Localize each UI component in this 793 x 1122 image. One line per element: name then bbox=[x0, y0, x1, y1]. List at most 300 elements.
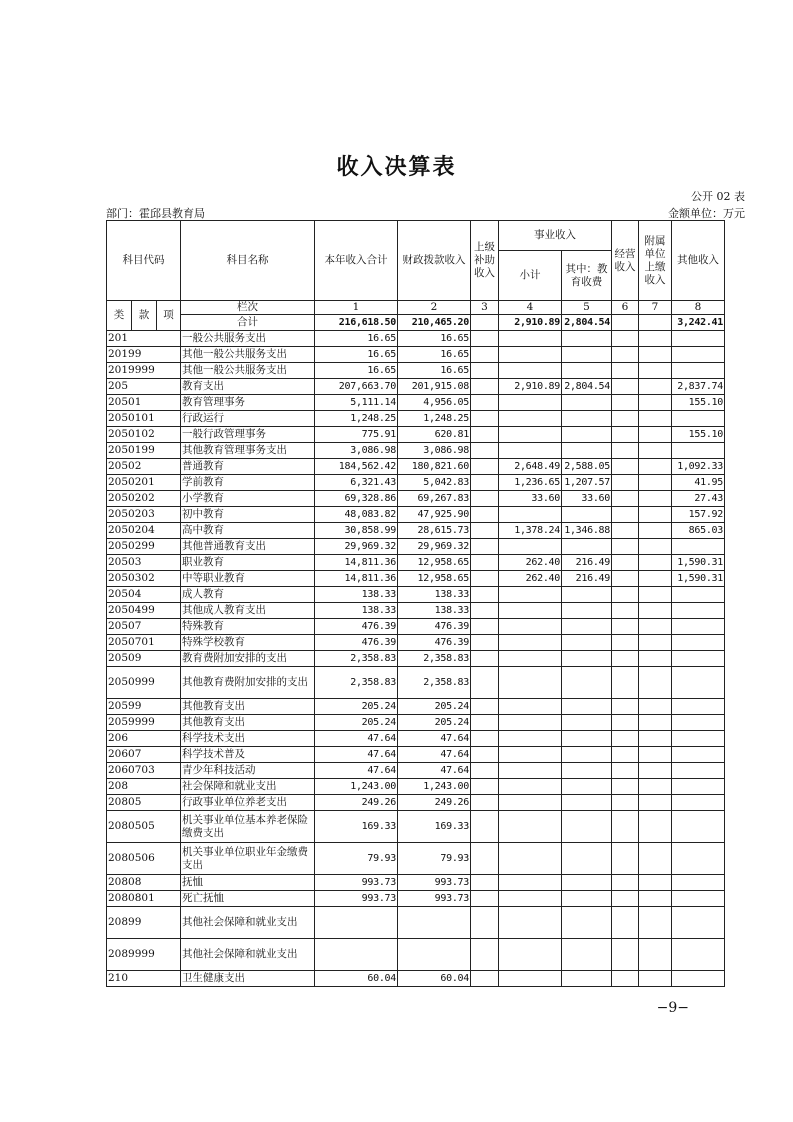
row-fiscal: 169.33 bbox=[398, 811, 471, 843]
row-subsidy bbox=[471, 379, 499, 395]
row-edu-fee bbox=[562, 667, 612, 699]
row-other: 27.43 bbox=[672, 491, 725, 507]
table-row bbox=[107, 731, 725, 747]
row-code: 2050999 bbox=[107, 667, 181, 699]
row-operating bbox=[612, 811, 639, 843]
row-other bbox=[672, 539, 725, 555]
row-total: 6,321.43 bbox=[315, 475, 398, 491]
row-operating bbox=[612, 555, 639, 571]
row-operating bbox=[612, 507, 639, 523]
table-row bbox=[107, 875, 725, 891]
row-subtotal bbox=[499, 939, 562, 971]
row-name: 抚恤 bbox=[181, 875, 315, 891]
row-other bbox=[672, 635, 725, 651]
row-other: 1,092.33 bbox=[672, 459, 725, 475]
row-edu-fee bbox=[562, 715, 612, 731]
row-total: 205.24 bbox=[315, 715, 398, 731]
form-number: 公开 02 表 bbox=[691, 190, 745, 203]
row-subsidy bbox=[471, 731, 499, 747]
row-affiliated bbox=[639, 907, 672, 939]
table-row bbox=[107, 459, 725, 475]
row-fiscal: 79.93 bbox=[398, 843, 471, 875]
table-row bbox=[107, 427, 725, 443]
row-subsidy bbox=[471, 715, 499, 731]
row-operating bbox=[612, 347, 639, 363]
row-code: 2089999 bbox=[107, 939, 181, 971]
row-total: 205.24 bbox=[315, 699, 398, 715]
col-index-2: 2 bbox=[398, 301, 471, 315]
row-other: 157.92 bbox=[672, 507, 725, 523]
row-affiliated bbox=[639, 875, 672, 891]
row-subsidy bbox=[471, 395, 499, 411]
row-subtotal bbox=[499, 875, 562, 891]
row-total: 1,243.00 bbox=[315, 779, 398, 795]
row-total: 2,358.83 bbox=[315, 667, 398, 699]
row-total: 169.33 bbox=[315, 811, 398, 843]
row-edu-fee bbox=[562, 875, 612, 891]
table-row bbox=[107, 891, 725, 907]
row-operating bbox=[612, 939, 639, 971]
row-code: 20503 bbox=[107, 555, 181, 571]
row-fiscal: 476.39 bbox=[398, 635, 471, 651]
row-total: 79.93 bbox=[315, 843, 398, 875]
row-name: 其他普通教育支出 bbox=[181, 539, 315, 555]
row-fiscal: 476.39 bbox=[398, 619, 471, 635]
row-name: 教育管理事务 bbox=[181, 395, 315, 411]
row-fiscal: 1,248.25 bbox=[398, 411, 471, 427]
row-affiliated bbox=[639, 379, 672, 395]
row-operating bbox=[612, 619, 639, 635]
row-subtotal bbox=[499, 619, 562, 635]
row-subtotal: 33.60 bbox=[499, 491, 562, 507]
row-total: 138.33 bbox=[315, 603, 398, 619]
row-operating bbox=[612, 875, 639, 891]
row-total: 29,969.32 bbox=[315, 539, 398, 555]
row-edu-fee bbox=[562, 331, 612, 347]
row-total: 14,811.36 bbox=[315, 571, 398, 587]
row-fiscal: 138.33 bbox=[398, 587, 471, 603]
row-other: 865.03 bbox=[672, 523, 725, 539]
row-name: 教育支出 bbox=[181, 379, 315, 395]
row-edu-fee bbox=[562, 619, 612, 635]
row-name: 科学技术普及 bbox=[181, 747, 315, 763]
table-row bbox=[107, 779, 725, 795]
row-affiliated bbox=[639, 603, 672, 619]
row-edu-fee bbox=[562, 795, 612, 811]
table-row bbox=[107, 443, 725, 459]
header-lei: 类 bbox=[107, 301, 132, 331]
row-edu-fee bbox=[562, 763, 612, 779]
row-other bbox=[672, 651, 725, 667]
row-fiscal: 993.73 bbox=[398, 875, 471, 891]
table-row bbox=[107, 667, 725, 699]
row-name: 一般公共服务支出 bbox=[181, 331, 315, 347]
row-other bbox=[672, 715, 725, 731]
row-fiscal: 47,925.90 bbox=[398, 507, 471, 523]
row-affiliated bbox=[639, 539, 672, 555]
row-affiliated bbox=[639, 427, 672, 443]
row-fiscal: 16.65 bbox=[398, 363, 471, 379]
row-fiscal: 138.33 bbox=[398, 603, 471, 619]
total-row-other: 3,242.41 bbox=[672, 315, 725, 331]
row-affiliated bbox=[639, 715, 672, 731]
row-fiscal: 2,358.83 bbox=[398, 667, 471, 699]
row-affiliated bbox=[639, 747, 672, 763]
row-fiscal bbox=[398, 939, 471, 971]
row-other bbox=[672, 363, 725, 379]
row-edu-fee bbox=[562, 971, 612, 987]
row-code: 20899 bbox=[107, 907, 181, 939]
row-operating bbox=[612, 571, 639, 587]
row-affiliated bbox=[639, 523, 672, 539]
row-name: 其他社会保障和就业支出 bbox=[181, 907, 315, 939]
table-row bbox=[107, 715, 725, 731]
row-name: 青少年科技活动 bbox=[181, 763, 315, 779]
row-fiscal: 993.73 bbox=[398, 891, 471, 907]
row-subsidy bbox=[471, 555, 499, 571]
row-subtotal: 2,648.49 bbox=[499, 459, 562, 475]
table-row bbox=[107, 795, 725, 811]
page-title: 收入决算表 bbox=[336, 154, 457, 180]
row-subsidy bbox=[471, 667, 499, 699]
row-operating bbox=[612, 699, 639, 715]
row-edu-fee: 2,588.05 bbox=[562, 459, 612, 475]
row-subsidy bbox=[471, 795, 499, 811]
row-operating bbox=[612, 907, 639, 939]
row-subtotal bbox=[499, 411, 562, 427]
row-subtotal: 262.40 bbox=[499, 555, 562, 571]
row-subsidy bbox=[471, 427, 499, 443]
page-number: −9− bbox=[656, 1000, 689, 1016]
row-total bbox=[315, 939, 398, 971]
row-other bbox=[672, 331, 725, 347]
row-operating bbox=[612, 747, 639, 763]
row-subtotal: 1,378.24 bbox=[499, 523, 562, 539]
row-code: 208 bbox=[107, 779, 181, 795]
row-fiscal: 5,042.83 bbox=[398, 475, 471, 491]
row-subsidy bbox=[471, 523, 499, 539]
row-subtotal bbox=[499, 971, 562, 987]
row-edu-fee bbox=[562, 395, 612, 411]
income-table bbox=[106, 220, 725, 987]
row-edu-fee bbox=[562, 363, 612, 379]
row-subsidy bbox=[471, 875, 499, 891]
row-total: 48,083.82 bbox=[315, 507, 398, 523]
row-name: 特殊教育 bbox=[181, 619, 315, 635]
row-name: 其他教育支出 bbox=[181, 699, 315, 715]
row-fiscal: 12,958.65 bbox=[398, 555, 471, 571]
row-operating bbox=[612, 539, 639, 555]
row-name: 其他教育支出 bbox=[181, 715, 315, 731]
row-affiliated bbox=[639, 795, 672, 811]
row-affiliated bbox=[639, 779, 672, 795]
row-affiliated bbox=[639, 571, 672, 587]
row-subtotal bbox=[499, 795, 562, 811]
row-operating bbox=[612, 587, 639, 603]
row-subsidy bbox=[471, 443, 499, 459]
row-operating bbox=[612, 491, 639, 507]
row-edu-fee bbox=[562, 939, 612, 971]
row-subtotal bbox=[499, 587, 562, 603]
row-fiscal: 201,915.08 bbox=[398, 379, 471, 395]
row-code: 20607 bbox=[107, 747, 181, 763]
total-row-affiliated bbox=[639, 315, 672, 331]
row-fiscal: 29,969.32 bbox=[398, 539, 471, 555]
row-subtotal: 1,236.65 bbox=[499, 475, 562, 491]
row-code: 2080801 bbox=[107, 891, 181, 907]
table-row bbox=[107, 411, 725, 427]
row-other bbox=[672, 843, 725, 875]
row-operating bbox=[612, 667, 639, 699]
row-code: 2050199 bbox=[107, 443, 181, 459]
row-fiscal: 16.65 bbox=[398, 331, 471, 347]
row-operating bbox=[612, 459, 639, 475]
table-row bbox=[107, 763, 725, 779]
row-operating bbox=[612, 443, 639, 459]
row-code: 2050202 bbox=[107, 491, 181, 507]
department-label: 部门：霍邱县教育局 bbox=[106, 207, 205, 220]
row-name: 社会保障和就业支出 bbox=[181, 779, 315, 795]
row-operating bbox=[612, 843, 639, 875]
row-name: 教育费附加安排的支出 bbox=[181, 651, 315, 667]
row-edu-fee: 2,804.54 bbox=[562, 379, 612, 395]
row-other bbox=[672, 891, 725, 907]
row-affiliated bbox=[639, 971, 672, 987]
row-code: 20502 bbox=[107, 459, 181, 475]
row-name: 特殊学校教育 bbox=[181, 635, 315, 651]
table-row bbox=[107, 939, 725, 971]
row-name: 其他社会保障和就业支出 bbox=[181, 939, 315, 971]
row-total bbox=[315, 907, 398, 939]
table-row bbox=[107, 907, 725, 939]
row-affiliated bbox=[639, 763, 672, 779]
header-xiang: 项 bbox=[157, 301, 181, 331]
row-code: 20504 bbox=[107, 587, 181, 603]
row-edu-fee bbox=[562, 603, 612, 619]
row-edu-fee bbox=[562, 747, 612, 763]
row-name: 卫生健康支出 bbox=[181, 971, 315, 987]
row-subsidy bbox=[471, 587, 499, 603]
col-index-8: 8 bbox=[672, 301, 725, 315]
row-other bbox=[672, 875, 725, 891]
row-affiliated bbox=[639, 635, 672, 651]
row-total: 2,358.83 bbox=[315, 651, 398, 667]
row-code: 20599 bbox=[107, 699, 181, 715]
row-affiliated bbox=[639, 363, 672, 379]
row-subtotal bbox=[499, 635, 562, 651]
row-affiliated bbox=[639, 443, 672, 459]
row-fiscal: 4,956.05 bbox=[398, 395, 471, 411]
row-subsidy bbox=[471, 699, 499, 715]
row-code: 20805 bbox=[107, 795, 181, 811]
row-subsidy bbox=[471, 411, 499, 427]
row-subsidy bbox=[471, 571, 499, 587]
row-subsidy bbox=[471, 811, 499, 843]
row-edu-fee bbox=[562, 635, 612, 651]
header-operating: 经营收入 bbox=[612, 221, 639, 301]
header-business: 事业收入 bbox=[499, 221, 612, 251]
row-fiscal: 205.24 bbox=[398, 699, 471, 715]
row-name: 行政运行 bbox=[181, 411, 315, 427]
row-subsidy bbox=[471, 619, 499, 635]
header-lanci: 栏次 bbox=[181, 301, 315, 315]
row-total: 184,562.42 bbox=[315, 459, 398, 475]
row-subtotal bbox=[499, 363, 562, 379]
row-subsidy bbox=[471, 475, 499, 491]
row-edu-fee bbox=[562, 699, 612, 715]
row-subsidy bbox=[471, 747, 499, 763]
row-other bbox=[672, 347, 725, 363]
row-operating bbox=[612, 891, 639, 907]
header-subtotal: 小计 bbox=[499, 251, 562, 301]
row-code: 20808 bbox=[107, 875, 181, 891]
header-affiliated: 附属单位上缴收入 bbox=[639, 221, 672, 301]
total-row-label: 合计 bbox=[181, 315, 315, 331]
row-operating bbox=[612, 331, 639, 347]
row-affiliated bbox=[639, 811, 672, 843]
row-code: 2050201 bbox=[107, 475, 181, 491]
row-other: 1,590.31 bbox=[672, 571, 725, 587]
col-index-7: 7 bbox=[639, 301, 672, 315]
table-row bbox=[107, 699, 725, 715]
row-affiliated bbox=[639, 667, 672, 699]
row-other bbox=[672, 731, 725, 747]
unit-label: 金额单位：万元 bbox=[668, 207, 745, 220]
row-other bbox=[672, 443, 725, 459]
row-affiliated bbox=[639, 843, 672, 875]
row-total: 60.04 bbox=[315, 971, 398, 987]
table-row bbox=[107, 539, 725, 555]
row-code: 2080506 bbox=[107, 843, 181, 875]
row-name: 其他教育管理事务支出 bbox=[181, 443, 315, 459]
row-operating bbox=[612, 763, 639, 779]
total-row-total: 216,618.50 bbox=[315, 315, 398, 331]
row-subsidy bbox=[471, 779, 499, 795]
row-subsidy bbox=[471, 363, 499, 379]
row-code: 2050299 bbox=[107, 539, 181, 555]
table-row bbox=[107, 635, 725, 651]
row-affiliated bbox=[639, 395, 672, 411]
row-operating bbox=[612, 603, 639, 619]
row-subsidy bbox=[471, 459, 499, 475]
row-affiliated bbox=[639, 331, 672, 347]
row-other: 2,837.74 bbox=[672, 379, 725, 395]
row-operating bbox=[612, 715, 639, 731]
row-operating bbox=[612, 635, 639, 651]
row-total: 16.65 bbox=[315, 331, 398, 347]
row-code: 210 bbox=[107, 971, 181, 987]
row-subtotal bbox=[499, 667, 562, 699]
row-affiliated bbox=[639, 699, 672, 715]
row-other bbox=[672, 619, 725, 635]
row-fiscal: 2,358.83 bbox=[398, 651, 471, 667]
total-row-subtotal: 2,910.89 bbox=[499, 315, 562, 331]
table-row bbox=[107, 651, 725, 667]
col-index-6: 6 bbox=[612, 301, 639, 315]
row-operating bbox=[612, 779, 639, 795]
row-subtotal bbox=[499, 651, 562, 667]
row-subtotal bbox=[499, 731, 562, 747]
row-code: 20501 bbox=[107, 395, 181, 411]
row-total: 30,858.99 bbox=[315, 523, 398, 539]
row-subsidy bbox=[471, 331, 499, 347]
table-row bbox=[107, 395, 725, 411]
row-code: 2050101 bbox=[107, 411, 181, 427]
row-total: 47.64 bbox=[315, 763, 398, 779]
row-subsidy bbox=[471, 939, 499, 971]
row-fiscal: 60.04 bbox=[398, 971, 471, 987]
row-name: 机关事业单位基本养老保险缴费支出 bbox=[181, 811, 315, 843]
row-code: 201 bbox=[107, 331, 181, 347]
row-fiscal: 249.26 bbox=[398, 795, 471, 811]
row-total: 993.73 bbox=[315, 891, 398, 907]
row-operating bbox=[612, 971, 639, 987]
row-fiscal bbox=[398, 907, 471, 939]
row-edu-fee bbox=[562, 651, 612, 667]
row-other bbox=[672, 779, 725, 795]
row-subtotal bbox=[499, 779, 562, 795]
row-subtotal bbox=[499, 763, 562, 779]
row-name: 其他一般公共服务支出 bbox=[181, 363, 315, 379]
row-edu-fee bbox=[562, 891, 612, 907]
row-name: 职业教育 bbox=[181, 555, 315, 571]
row-total: 47.64 bbox=[315, 747, 398, 763]
row-subtotal bbox=[499, 443, 562, 459]
row-other bbox=[672, 587, 725, 603]
row-subsidy bbox=[471, 971, 499, 987]
row-other: 41.95 bbox=[672, 475, 725, 491]
row-edu-fee bbox=[562, 779, 612, 795]
row-edu-fee bbox=[562, 907, 612, 939]
row-other bbox=[672, 747, 725, 763]
row-name: 科学技术支出 bbox=[181, 731, 315, 747]
row-subtotal bbox=[499, 347, 562, 363]
table-row bbox=[107, 379, 725, 395]
row-code: 2019999 bbox=[107, 363, 181, 379]
row-fiscal: 47.64 bbox=[398, 747, 471, 763]
row-operating bbox=[612, 651, 639, 667]
header-total: 本年收入合计 bbox=[315, 221, 398, 301]
row-other bbox=[672, 603, 725, 619]
row-total: 476.39 bbox=[315, 619, 398, 635]
header-subsidy: 上级补助收入 bbox=[471, 221, 499, 301]
row-subsidy bbox=[471, 651, 499, 667]
row-subsidy bbox=[471, 491, 499, 507]
row-subtotal bbox=[499, 699, 562, 715]
row-code: 205 bbox=[107, 379, 181, 395]
row-total: 138.33 bbox=[315, 587, 398, 603]
row-name: 中等职业教育 bbox=[181, 571, 315, 587]
row-code: 2059999 bbox=[107, 715, 181, 731]
row-subtotal bbox=[499, 715, 562, 731]
row-affiliated bbox=[639, 555, 672, 571]
row-total: 16.65 bbox=[315, 363, 398, 379]
row-fiscal: 69,267.83 bbox=[398, 491, 471, 507]
row-operating bbox=[612, 363, 639, 379]
row-edu-fee: 1,346.88 bbox=[562, 523, 612, 539]
row-name: 机关事业单位职业年金缴费支出 bbox=[181, 843, 315, 875]
total-row-edu-fee: 2,804.54 bbox=[562, 315, 612, 331]
row-affiliated bbox=[639, 939, 672, 971]
table-row bbox=[107, 347, 725, 363]
table-row bbox=[107, 811, 725, 843]
row-subtotal: 262.40 bbox=[499, 571, 562, 587]
row-edu-fee: 216.49 bbox=[562, 555, 612, 571]
row-subtotal bbox=[499, 891, 562, 907]
row-edu-fee bbox=[562, 411, 612, 427]
row-total: 775.91 bbox=[315, 427, 398, 443]
row-subtotal bbox=[499, 747, 562, 763]
